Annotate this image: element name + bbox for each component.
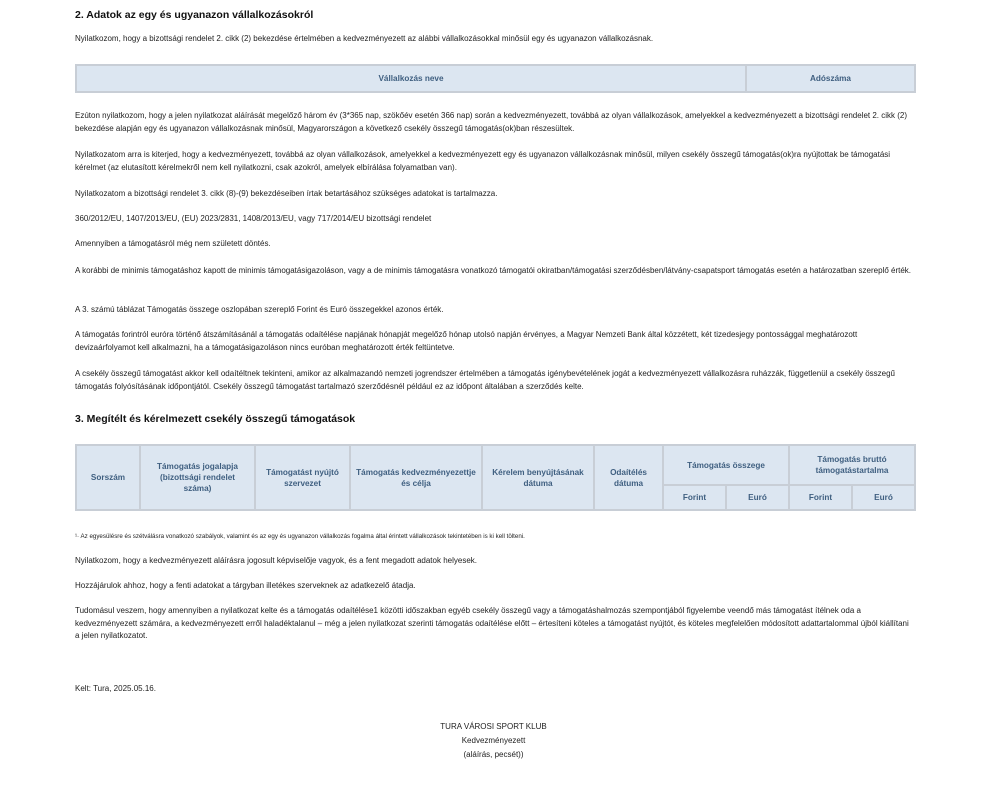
- header-tax-number: Adószáma: [746, 65, 915, 92]
- paragraph: A 3. számú táblázat Támogatás összege oszlopában szereplő Forint és Euró összegekkel azonos érték.: [75, 305, 444, 314]
- related-companies-table: [75, 64, 916, 93]
- section-2-intro: Nyilatkozom, hogy a bizottsági rendelet 2. cikk (2) bekezdése értelmében a kedvezményezett az alábbi vállalkozásokkal minősül egy és ugyanazon vállalkozásnak.: [75, 34, 654, 43]
- header-euro: Euró: [726, 485, 789, 510]
- date-line: Kelt: Tura, 2025.05.16.: [75, 684, 156, 693]
- aid-table: [75, 444, 916, 511]
- signature-note: (aláírás, pecsét)): [463, 750, 524, 759]
- header-kedvezmenyezett: Támogatás kedvezményezettje és célja: [350, 445, 482, 510]
- header-benyujtas: Kérelem benyújtásának dátuma: [482, 445, 594, 510]
- paragraph: Nyilatkozatom a bizottsági rendelet 3. cikk (8)-(9) bekezdéseiben írtak betartásához szükséges adatokat is tartalmazza.: [75, 189, 498, 198]
- statement-representative: Nyilatkozom, hogy a kedvezményezett aláírásra jogosult képviselője vagyok, és a fent megadott adatok helyesek.: [75, 556, 477, 565]
- header-company-name: Vállalkozás neve: [76, 65, 746, 92]
- header-sorszam: Sorszám: [76, 445, 140, 510]
- header-euro: Euró: [852, 485, 915, 510]
- section-2-title: 2. Adatok az egy és ugyanazon vállalkozásokról: [75, 9, 314, 21]
- paragraph: A korábbi de minimis támogatáshoz kapott de minimis támogatásigazoláson, vagy a de minimis támogatásra vonatkozó támogatói okiratban/támogatási szerződésben/látvány-csapatsport támogatás esetén a határozatban szereplő érték.: [75, 266, 912, 275]
- header-osszeg: Támogatás összege: [663, 445, 789, 485]
- header-forint: Forint: [789, 485, 852, 510]
- header-forint: Forint: [663, 485, 726, 510]
- header-odaiteles: Odaítélés dátuma: [594, 445, 663, 510]
- footnote: ¹· Az egyesülésre és szétválásra vonatkozó szabályok, valamint és az egy és ugyanazon vállalkozás fogalma által érintett vállalkozások tekintetében is ki kell tölteni.: [75, 533, 525, 540]
- organization-name: TURA VÁROSI SPORT KLUB: [440, 722, 547, 731]
- paragraph: Amennyiben a támogatásról még nem született döntés.: [75, 239, 271, 248]
- header-brutto: Támogatás bruttó támogatástartalma: [789, 445, 915, 485]
- paragraph: Ezúton nyilatkozom, hogy a jelen nyilatkozat aláírását megelőző három év (3*365 nap, szökőév esetén 366 nap) során a kedvezményezett, továbbá az olyan vállalkozások, amelyekkel a kedvezményezett a bizottsági rendelet 2. cikk (2) bekezdése alapján egy és ugyanazon vállalkozásnak minősül, Magyarországon a következő csekély összegű támogatás(ok)ban részesültek.: [75, 111, 908, 133]
- header-szervezet: Támogatást nyújtó szervezet: [255, 445, 350, 510]
- signature-block: [0, 720, 987, 762]
- statement-acknowledgement: Tudomásul veszem, hogy amennyiben a nyilatkozat kelte és a támogatás odaítélése1 közötti időszakban egyéb csekély összegű vagy a támogatáshalmozás szempontjából figyelembe veendő más támogatást ítélnek oda a kedvezményezett számára, a kedvezményezett erről haladéktalanul – még a jelen nyilatkozat szerinti támogatás odaítélése előtt – értesíteni köteles a támogatást nyújtót, és köteles megfelelően módosított adattartalommal újból kiállítani a jelen nyilatkozatot.: [75, 606, 909, 640]
- statement-consent: Hozzájárulok ahhoz, hogy a fenti adatokat a tárgyban illetékes szerveknek az adatkezelő átadja.: [75, 581, 416, 590]
- section-3-title: 3. Megítélt és kérelmezett csekély összegű támogatások: [75, 413, 356, 425]
- paragraph: A csekély összegű támogatást akkor kell odaítéltnek tekinteni, amikor az alkalmazandó nemzeti jogrendszer értelmében a támogatás igénybevételének jogát a kedvezményezett vállalkozásra ruházzák, függetlenül a csekély összegű támogatás folyósításának időpontjától. Csekély összegű támogatást tartalmazó szerződésnél például ez az időpont általában a szerződés kelte.: [75, 369, 896, 391]
- paragraph: 360/2012/EU, 1407/2013/EU, (EU) 2023/2831, 1408/2013/EU, vagy 717/2014/EU bizottsági rendelet: [75, 214, 432, 223]
- paragraph: Nyilatkozatom arra is kiterjed, hogy a kedvezményezett, továbbá az olyan vállalkozások, amelyekkel a kedvezményezett egy és ugyanazon vállalkozásnak minősül, milyen csekély összegű támogatás(ok)ra nyújtottak be támogatási kérelmet (az elutasított kérelmekről nem kell nyilatkozni, csak azokról, amelyek elbírálása folyamatban van).: [75, 150, 891, 172]
- header-jogalap: Támogatás jogalapja (bizottsági rendelet száma): [140, 445, 255, 510]
- organization-role: Kedvezményezett: [461, 736, 526, 745]
- paragraph: A támogatás forintról euróra történő átszámításánál a támogatás odaítélése napjának hónapját megelőző hónap utolsó napján érvényes, a Magyar Nemzeti Bank által közzétett, két tizedesjegy pontossággal meghatározott devizaárfolyamot kell alkalmazni, ha a támogatásigazoláson nincs euróban meghatározott érték feltüntetve.: [75, 330, 858, 352]
